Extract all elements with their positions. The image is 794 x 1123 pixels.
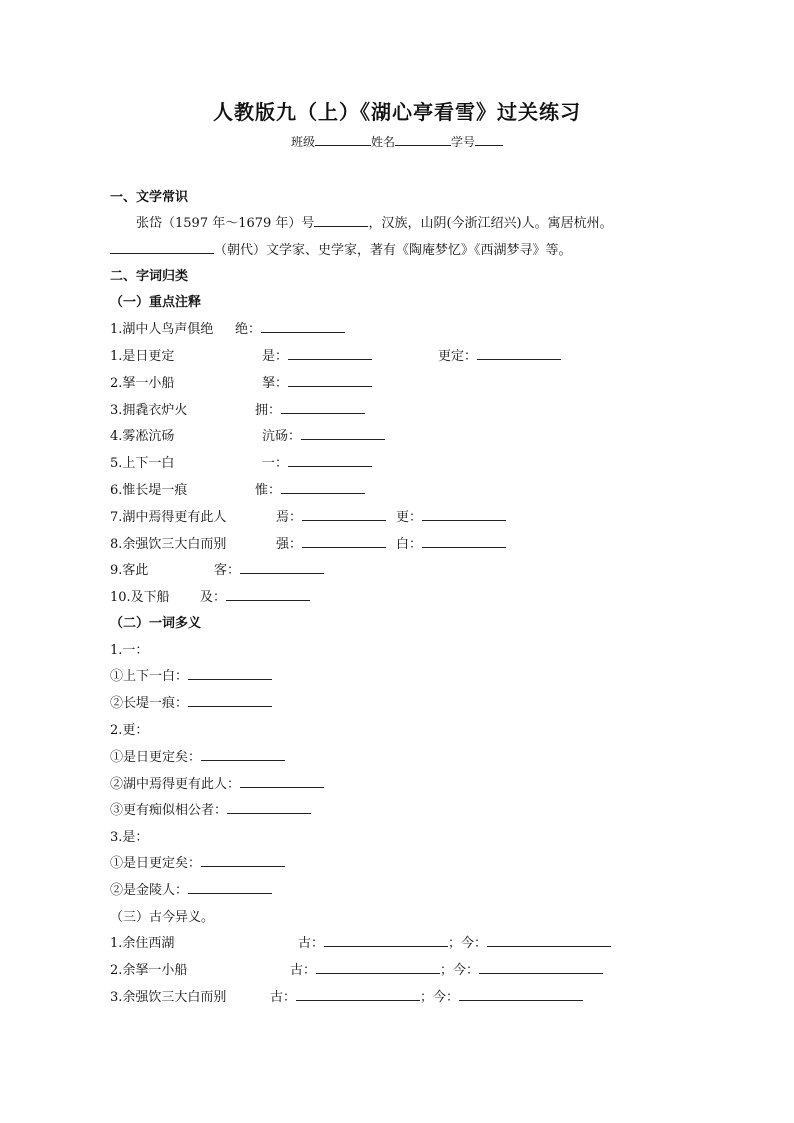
- note-item: [110, 506, 226, 525]
- section-literary-knowledge-heading: 一、文学常识: [110, 190, 189, 205]
- hao-field[interactable]: [314, 214, 368, 227]
- ancient-field[interactable]: [316, 961, 440, 974]
- modern-label: ；今：: [420, 990, 460, 1005]
- dynasty-field[interactable]: [110, 241, 214, 254]
- note-item: [110, 345, 174, 364]
- sub-ancient-modern-heading: （三）古今异义。: [110, 910, 215, 925]
- note-answer: [255, 479, 365, 498]
- note-item: [110, 479, 187, 498]
- answer-field[interactable]: [281, 401, 365, 414]
- ancient-modern-item: [110, 986, 226, 1005]
- answer-field[interactable]: [226, 588, 310, 601]
- note-item: [110, 372, 174, 391]
- answer-field[interactable]: [188, 667, 272, 680]
- note-key: 沆砀：: [262, 429, 302, 444]
- ancient-modern-text: 1.余住西湖: [110, 936, 175, 951]
- note-answer: [396, 506, 506, 525]
- note-item: [110, 559, 148, 578]
- note-answer: [262, 345, 372, 364]
- note-item-text: 6.惟长堤一痕: [110, 483, 188, 498]
- note-item: [110, 318, 213, 337]
- ancient-modern-answers: [270, 986, 583, 1005]
- number-field[interactable]: [475, 133, 503, 146]
- note-key: 拏：: [262, 376, 289, 391]
- modern-label: ；今：: [448, 936, 488, 951]
- note-key: 绝：: [235, 322, 262, 337]
- answer-field[interactable]: [201, 854, 285, 867]
- polysemy-item: [110, 799, 311, 818]
- literary-line-1-start: 张岱（1597 年～1679 年）号: [136, 216, 315, 231]
- note-answer: [396, 533, 506, 552]
- polysemy-item-text: ②是金陵人：: [110, 883, 189, 898]
- name-label: 姓名: [370, 135, 395, 149]
- note-answer: [262, 372, 372, 391]
- answer-field[interactable]: [240, 561, 324, 574]
- note-answer: [276, 506, 386, 525]
- polysemy-item: [110, 692, 272, 711]
- note-key: 及：: [200, 590, 227, 605]
- note-key: 更定：: [438, 349, 478, 364]
- literary-line-1-end: ，汉族，山阴(今浙江绍兴)人。寓居杭州。: [368, 216, 613, 231]
- number-label: 学号: [451, 135, 476, 149]
- note-answer: [438, 345, 561, 364]
- name-field[interactable]: [395, 133, 451, 146]
- note-key: 客：: [214, 563, 241, 578]
- polysemy-item-text: ①上下一白：: [110, 669, 189, 684]
- polysemy-item: [110, 746, 285, 765]
- answer-field[interactable]: [188, 694, 272, 707]
- answer-field[interactable]: [261, 320, 345, 333]
- polysemy-word: 1.一：: [110, 643, 149, 658]
- polysemy-item-text: ③更有痴似相公者：: [110, 803, 228, 818]
- ancient-modern-item: [110, 932, 174, 951]
- note-answer: [255, 399, 365, 418]
- polysemy-item-text: ①是日更定矣：: [110, 750, 202, 765]
- answer-field[interactable]: [302, 508, 386, 521]
- answer-field[interactable]: [422, 508, 506, 521]
- note-key: 白：: [396, 537, 423, 552]
- literary-line-2-text: （朝代）文学家、史学家，著有《陶庵梦忆》《西湖梦寻》等。: [214, 243, 572, 258]
- ancient-modern-item: [110, 959, 187, 978]
- answer-field[interactable]: [288, 347, 372, 360]
- note-answer: [262, 452, 372, 471]
- polysemy-item: [110, 879, 272, 898]
- note-key: 拥：: [255, 403, 282, 418]
- note-key: 一：: [262, 456, 289, 471]
- answer-field[interactable]: [288, 454, 372, 467]
- note-key: 惟：: [255, 483, 282, 498]
- note-answer: [276, 533, 386, 552]
- note-key: 是：: [262, 349, 289, 364]
- polysemy-item-text: ①是日更定矣：: [110, 856, 202, 871]
- note-item-text: 4.雾凇沆砀: [110, 429, 175, 444]
- ancient-modern-text: 3.余强饮三大白而别: [110, 990, 227, 1005]
- note-item-text: 3.拥毳衣炉火: [110, 403, 188, 418]
- sub-polysemy-heading: （二）一词多义: [110, 616, 202, 631]
- polysemy-item: [110, 773, 324, 792]
- note-key: 焉：: [276, 510, 303, 525]
- ancient-modern-text: 2.余拏一小船: [110, 963, 188, 978]
- page-title: 人教版九（上）《湖心亭看雪》过关练习: [213, 100, 581, 124]
- ancient-modern-answers: [298, 932, 611, 951]
- note-item: [110, 399, 187, 418]
- answer-field[interactable]: [477, 347, 561, 360]
- note-item-text: 2.拏一小船: [110, 376, 175, 391]
- literary-line-2: [110, 239, 572, 258]
- note-key: 强：: [276, 537, 303, 552]
- note-item: [110, 586, 170, 605]
- modern-field[interactable]: [479, 961, 603, 974]
- answer-field[interactable]: [201, 748, 285, 761]
- note-item-text: 8.余强饮三大白而别: [110, 537, 227, 552]
- answer-field[interactable]: [302, 535, 386, 548]
- note-answer: [262, 425, 385, 444]
- modern-label: ；今：: [440, 963, 480, 978]
- polysemy-item-text: ②长堤一痕：: [110, 696, 189, 711]
- polysemy-item-text: ②湖中焉得更有此人：: [110, 777, 241, 792]
- note-key: 更：: [396, 510, 423, 525]
- note-item-text: 10.及下船: [110, 590, 170, 605]
- class-label: 班级: [290, 135, 315, 149]
- note-answer: [200, 586, 310, 605]
- note-item: [110, 452, 174, 471]
- section-vocabulary-heading: 二、字词归类: [110, 269, 189, 284]
- polysemy-item: [110, 852, 285, 871]
- answer-field[interactable]: [240, 775, 324, 788]
- modern-field[interactable]: [459, 988, 583, 1001]
- polysemy-item: [110, 665, 272, 684]
- note-answer: [214, 559, 324, 578]
- ancient-label: 古：: [298, 936, 325, 951]
- class-field[interactable]: [315, 133, 371, 146]
- polysemy-word: 3.是：: [110, 830, 149, 845]
- ancient-modern-answers: [290, 959, 603, 978]
- note-item-text: 1.湖中人鸟声俱绝: [110, 322, 214, 337]
- polysemy-word: 2.更：: [110, 723, 149, 738]
- literary-line-1: [136, 212, 613, 231]
- modern-field[interactable]: [487, 934, 611, 947]
- ancient-field[interactable]: [296, 988, 420, 1001]
- note-item-text: 1.是日更定: [110, 349, 175, 364]
- ancient-label: 古：: [270, 990, 297, 1005]
- answer-field[interactable]: [227, 801, 311, 814]
- note-answer: [235, 318, 345, 337]
- answer-field[interactable]: [288, 374, 372, 387]
- answer-field[interactable]: [281, 481, 365, 494]
- ancient-label: 古：: [290, 963, 317, 978]
- note-item-text: 7.湖中焉得更有此人: [110, 510, 227, 525]
- note-item-text: 5.上下一白: [110, 456, 175, 471]
- note-item: [110, 533, 226, 552]
- answer-field[interactable]: [188, 881, 272, 894]
- note-item: [110, 425, 174, 444]
- ancient-field[interactable]: [324, 934, 448, 947]
- note-item-text: 9.客此: [110, 563, 149, 578]
- answer-field[interactable]: [422, 535, 506, 548]
- student-info-line: [0, 133, 794, 150]
- sub-key-notes-heading: （一）重点注释: [110, 295, 202, 310]
- answer-field[interactable]: [301, 427, 385, 440]
